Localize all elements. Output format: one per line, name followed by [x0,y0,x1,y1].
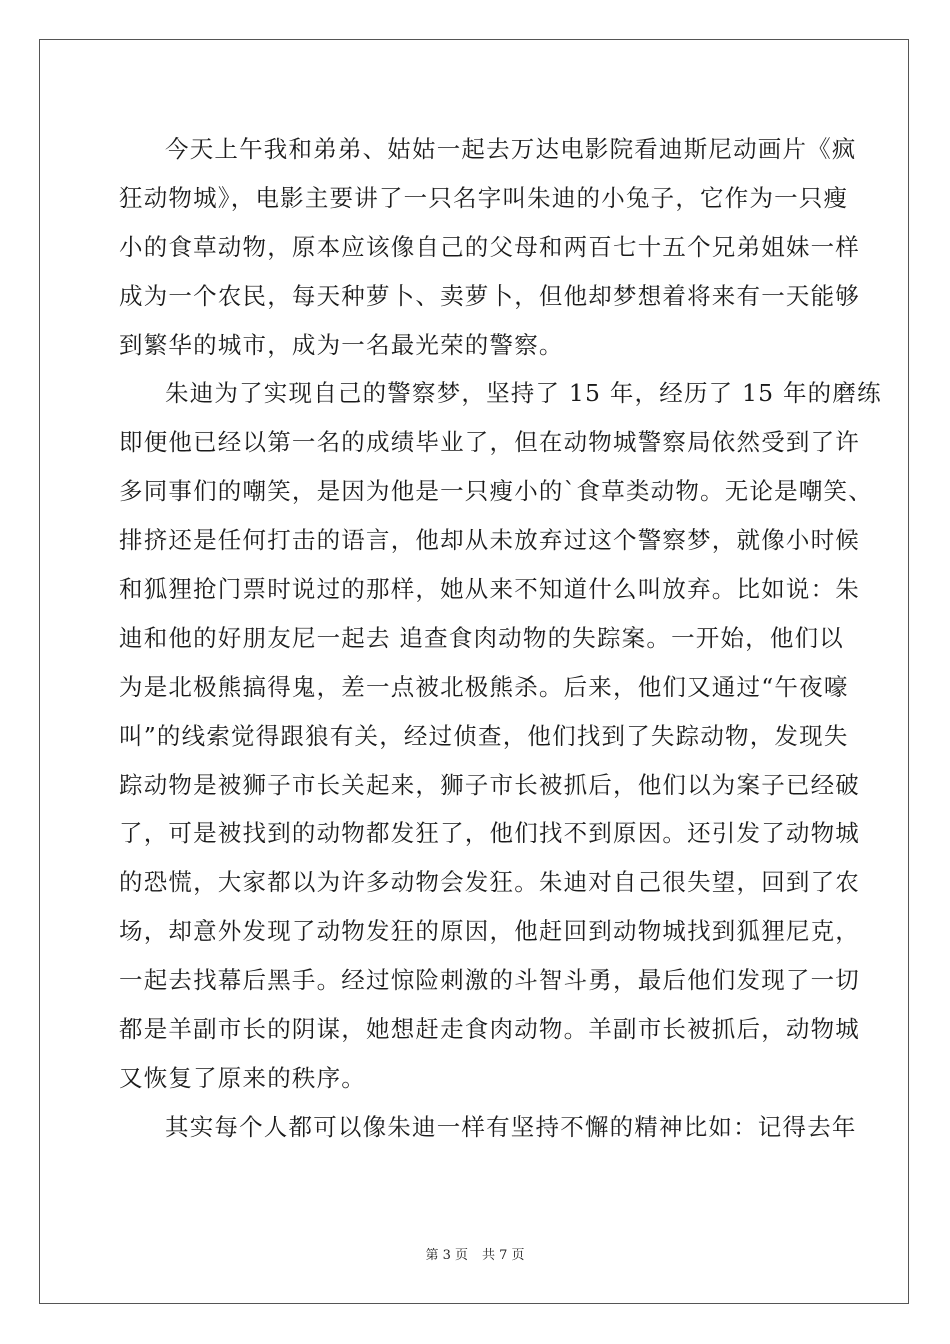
paragraph-1-line-5: 到繁华的城市，成为一名最光荣的警察。 [119,330,564,359]
paragraph-2-line-7: 为是北极熊搞得鬼，差一点被北极熊杀。后来，他们又通过“午夜嚎 [119,672,849,701]
total-pages-label: 共 7 页 [482,1248,525,1263]
paragraph-2-line-9: 踪动物是被狮子市长关起来，狮子市长被抓后，他们以为案子已经破 [119,770,860,799]
paragraph-1-line-2: 狂动物城》，电影主要讲了一只名字叫朱迪的小兔子，它作为一只瘦 [119,183,849,212]
paragraph-2-line-15: 又恢复了原来的秩序。 [119,1063,366,1092]
paragraph-1-line-4: 成为一个农民，每天种萝卜、卖萝卜，但他却梦想着将来有一天能够 [119,281,860,310]
paragraph-2-line-13: 一起去找幕后黑手。经过惊险刺激的斗智斗勇，最后他们发现了一切 [119,966,860,995]
current-page-label: 第 3 页 [425,1248,468,1263]
paragraph-2-line-12: 场，却意外发现了动物发狂的原因，他赶回到动物城找到狐狸尼克， [119,917,860,946]
paragraph-2-line-11: 的恐慌，大家都以为许多动物会发狂。朱迪对自己很失望，回到了农 [119,868,860,897]
paragraph-2-line-3: 多同事们的嘲笑，是因为他是一只瘦小的`食草类动物。无论是嘲笑、 [119,477,873,506]
paragraph-3-line-1: 其实每个人都可以像朱迪一样有坚持不懈的精神比如：记得去年 [165,1112,857,1141]
document-body [119,125,882,1152]
paragraph-2-line-4: 排挤还是任何打击的语言，他却从未放弃过这个警察梦，就像小时候 [119,526,860,555]
paragraph-2-line-10: 了，可是被找到的动物都发狂了，他们找不到原因。还引发了动物城 [119,819,860,848]
paragraph-2-line-2: 即便他已经以第一名的成绩毕业了，但在动物城警察局依然受到了许 [119,428,860,457]
paragraph-2-line-5: 和狐狸抢门票时说过的那样，她从来不知道什么叫放弃。比如说：朱 [119,575,860,604]
paragraph-2-line-14: 都是羊副市长的阴谋，她想赶走食肉动物。羊副市长被抓后，动物城 [119,1015,860,1044]
paragraph-2-line-6: 迪和他的好朋友尼一起去 追查食肉动物的失踪案。一开始，他们以 [119,623,844,652]
paragraph-1-line-1: 今天上午我和弟弟、姑姑一起去万达电影院看迪斯尼动画片《疯 [165,135,857,163]
paragraph-1-line-3: 小的食草动物，原本应该像自己的父母和两百七十五个兄弟姐妹一样 [119,232,860,261]
page-footer [0,1247,950,1265]
paragraph-2-line-1: 朱迪为了实现自己的警察梦，坚持了 15 年，经历了 15 年的磨练 [165,379,882,408]
paragraph-2-line-8: 叫”的线索觉得跟狼有关，经过侦查，他们找到了失踪动物，发现失 [119,721,849,750]
